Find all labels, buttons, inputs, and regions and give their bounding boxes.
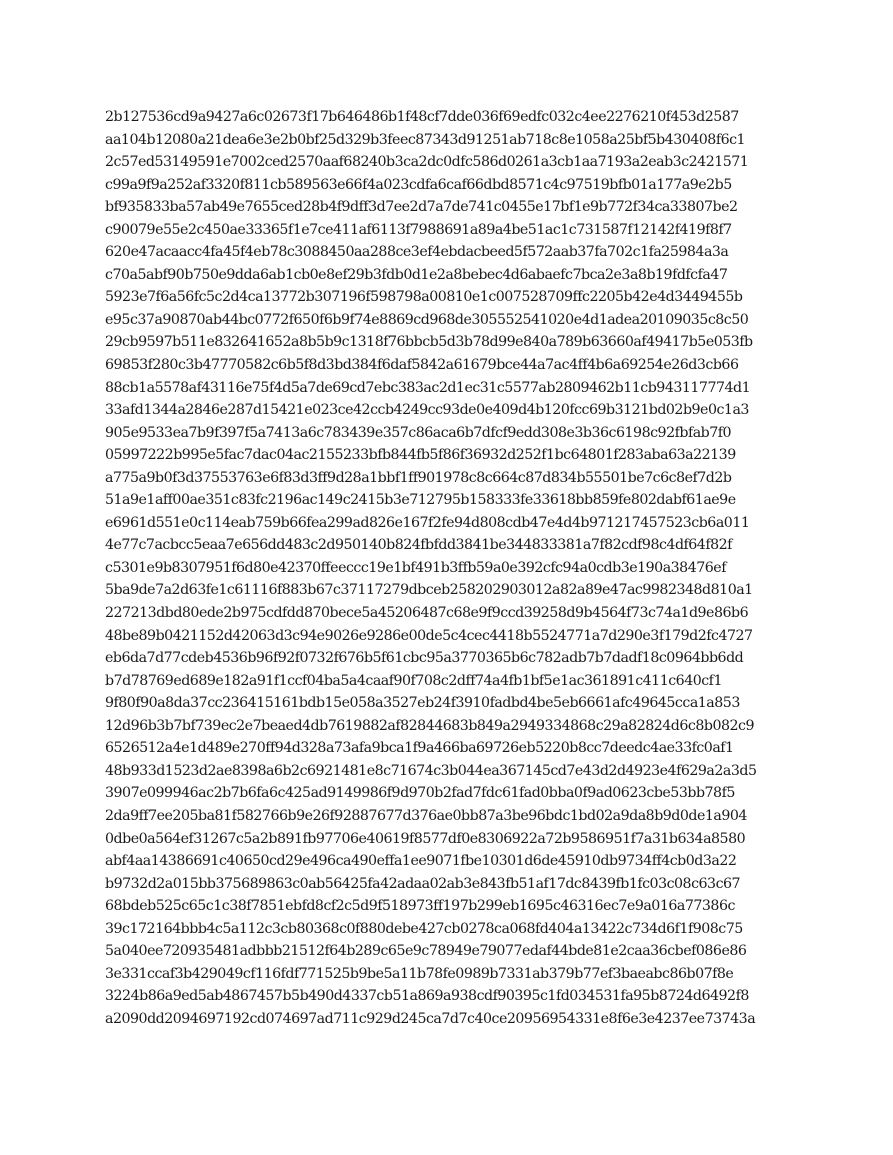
text-line: 0dbe0a564ef31267c5a2b891fb97706e40619f8577df0e8306922a72b9586951f7a31b634a8580 bbox=[105, 830, 746, 847]
text-line: aa104b12080a21dea6e3e2b0bf25d329b3feec87343d91251ab718c8e1058a25bf5b430408f6c1 bbox=[105, 131, 746, 148]
text-line: 05997222b995e5fac7dac04ac2155233bfb844fb5f86f36932d252f1bc64801f283aba63a22139 bbox=[105, 447, 736, 464]
text-line: 51a9e1aff00ae351c83fc2196ac149c2415b3e712795b158333fe33618bb859fe802dabf61ae9e bbox=[105, 492, 736, 509]
text-line: 12d96b3b7bf739ec2e7beaed4db7619882af82844683b849a2949334868c29a82824d6c8b082c9 bbox=[105, 717, 755, 734]
text-line: e6961d551e0c114eab759b66fea299ad826e167f2fe94d808cdb47e4d4b971217457523cb6a011 bbox=[105, 514, 750, 531]
text-line: 3e331ccaf3b429049cf116fdf771525b9be5a11b78fe0989b7331ab379b77ef3baeabc86b07f8e bbox=[105, 965, 734, 982]
text-line: e95c37a90870ab44bc0772f650f6b9f74e8869cd968de305552541020e4d1adea20109035c8c50 bbox=[105, 311, 749, 328]
text-line: 5a040ee720935481adbbb21512f64b289c65e9c78949e79077edaf44bde81e2caa36cbef086e86 bbox=[105, 943, 747, 960]
text-line: 905e9533ea7b9f397f5a7413a6c783439e357c86aca6b7dfcf9edd308e3b36c6198c92fbfab7f0 bbox=[105, 424, 732, 441]
text-line: eb6da7d77cdeb4536b96f92f0732f676b5f61cbc95a3770365b6c782adb7b7dadf18c0964bb6dd bbox=[105, 650, 744, 667]
text-line: 2b127536cd9a9427a6c02673f17b646486b1f48cf7dde036f69edfc032c4ee2276210f453d2587 bbox=[105, 109, 739, 125]
text-line: 29cb9597b511e832641652a8b5b9c1318f76bbcb5d3b78d99e840a789b63660af49417b5e053fb bbox=[105, 334, 753, 351]
text-line: 69853f280c3b47770582c6b5f8d3bd384f6daf5842a61679bce44a7ac4ff4b6a69254e26d3cb66 bbox=[105, 357, 739, 374]
text-line: c90079e55e2c450ae33365f1e7ce411af6113f7988691a89a4be51ac1c731587f12142f419f8f7 bbox=[105, 221, 732, 238]
text-line: 68bdeb525c65c1c38f7851ebfd8cf2c5d9f518973ff197b299eb1695c46316ec7e9a016a77386c bbox=[105, 898, 735, 915]
text-line: a2090dd2094697192cd074697ad711c929d245ca7d7c40ce20956954331e8f6e3e4237ee73743a bbox=[105, 1010, 756, 1027]
text-line: 227213dbd80ede2b975cdfdd870bece5a45206487c68e9f9ccd39258d9b4564f73c74a1d9e86b6 bbox=[105, 605, 749, 622]
text-line: c5301e9b8307951f6d80e42370ffeeccc19e1bf491b3ffb59a0e392cfc94a0cdb3e190a38476ef bbox=[105, 559, 726, 576]
hex-text-block bbox=[105, 106, 795, 1030]
text-line: 48b933d1523d2ae8398a6b2c6921481e8c71674c3b044ea367145cd7e43d2d4923e4f629a2a3d5 bbox=[105, 762, 757, 779]
text-line: abf4aa14386691c40650cd29e496ca490effa1ee9071fbe10301d6de45910db9734ff4cb0d3a22 bbox=[105, 853, 737, 870]
text-line: b7d78769ed689e182a91f1ccf04ba5a4caaf90f708c2dff74a4fb1bf5e1ac361891c411c640cf1 bbox=[105, 672, 722, 689]
text-line: 2da9ff7ee205ba81f582766b9e26f92887677d376ae0bb87a3be96bdc1bd02a9da8b9d0de1a904 bbox=[105, 807, 747, 824]
text-line: 5923e7f6a56fc5c2d4ca13772b307196f598798a00810e1c007528709ffc2205b42e4d3449455b bbox=[105, 289, 743, 306]
text-line: 39c172164bbb4c5a112c3cb80368c0f880debe427cb0278ca068fd404a13422c734d6f1f908c75 bbox=[105, 920, 743, 937]
text-line: 6526512a4e1d489e270ff94d328a73afa9bca1f9a466ba69726eb5220b8cc7deedc4ae33fc0af1 bbox=[105, 740, 734, 757]
text-line: c70a5abf90b750e9dda6ab1cb0e8ef29b3fdb0d1e2a8bebec4d6abaefc7bca2e3a8b19fdfcfa47 bbox=[105, 266, 728, 283]
text-line: bf935833ba57ab49e7655ced28b4f9dff3d7ee2d7a7de741c0455e17bf1e9b772f34ca33807be2 bbox=[105, 199, 738, 216]
text-line: 48be89b0421152d42063d3c94e9026e9286e00de5c4cec4418b5524771a7d290e3f179d2fc4727 bbox=[105, 627, 753, 644]
text-line: a775a9b0f3d37553763e6f83d3ff9d28a1bbf1ff901978c8c664c87d834b55501be7c6c8ef7d2b bbox=[105, 469, 732, 486]
text-line: c99a9f9a252af3320f811cb589563e66f4a023cdfa6caf66dbd8571c4c97519bfb01a177a9e2b5 bbox=[105, 176, 732, 193]
text-line: 2c57ed53149591e7002ced2570aaf68240b3ca2dc0dfc586d0261a3cb1aa7193a2eab3c2421571 bbox=[105, 154, 749, 171]
text-line: 4e77c7acbcc5eaa7e656dd483c2d950140b824fbfdd3841be344833381a7f82cdf98c4df64f82f bbox=[105, 537, 732, 554]
text-line: 88cb1a5578af43116e75f4d5a7de69cd7ebc383ac2d1ec31c5577ab2809462b11cb943117774d1 bbox=[105, 379, 751, 396]
text-line: 9f80f90a8da37cc236415161bdb15e058a3527eb24f3910fadbd4be5eb6661afc49645cca1a853 bbox=[105, 695, 740, 712]
text-line: 3907e099946ac2b7b6fa6c425ad9149986f9d970b2fad7fdc61fad0bba0f9ad0623cbe53bb78f5 bbox=[105, 785, 735, 802]
text-line: b9732d2a015bb375689863c0ab56425fa42adaa02ab3e843fb51af17dc8439fb1fc03c08c63c67 bbox=[105, 875, 741, 892]
text-line: 3224b86a9ed5ab4867457b5b490d4337cb51a869a938cdf90395c1fd034531fa95b8724d6492f8 bbox=[105, 988, 749, 1005]
text-line: 33afd1344a2846e287d15421e023ce42ccb4249cc93de0e409d4b120fcc69b3121bd02b9e0c1a3 bbox=[105, 402, 749, 419]
text-line: 620e47acaacc4fa45f4eb78c3088450aa288ce3ef4ebdacbeed5f572aab37fa702c1fa25984a3a bbox=[105, 244, 729, 261]
text-line: 5ba9de7a2d63fe1c61116f883b67c37117279dbceb258202903012a82a89e47ac9982348d810a1 bbox=[105, 582, 753, 599]
